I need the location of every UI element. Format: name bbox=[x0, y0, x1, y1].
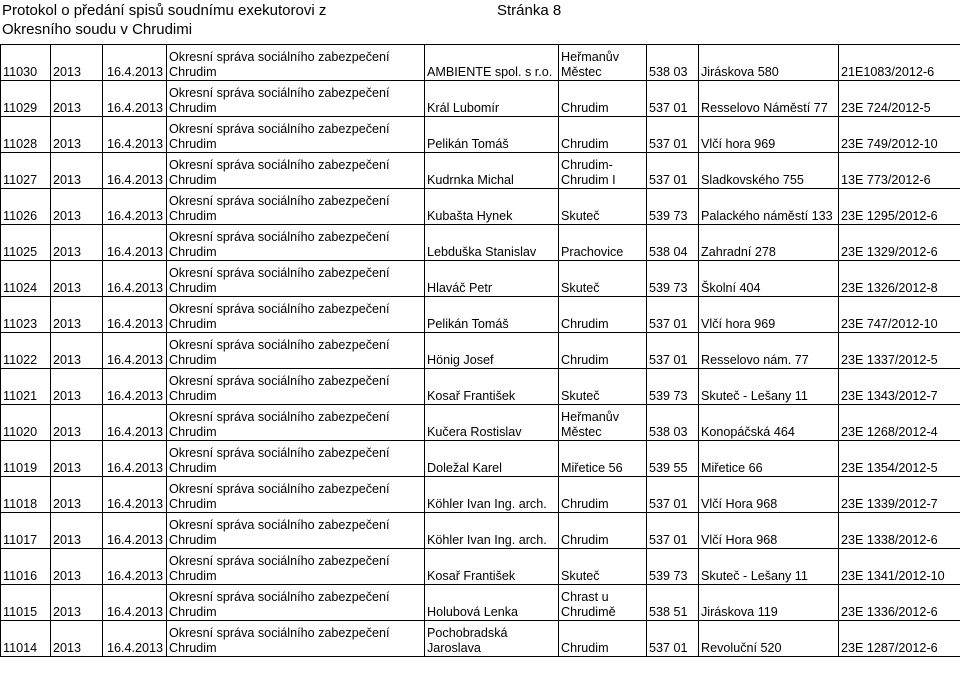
street-address: Skuteč - Lešany 11 bbox=[699, 369, 839, 405]
postal-code: 537 01 bbox=[647, 513, 699, 549]
record-number: 11027 bbox=[1, 153, 51, 189]
record-year: 2013 bbox=[51, 585, 103, 621]
debtor-city: Prachovice bbox=[559, 225, 647, 261]
record-date: 16.4.2013 bbox=[103, 369, 167, 405]
record-date: 16.4.2013 bbox=[103, 81, 167, 117]
record-date: 16.4.2013 bbox=[103, 405, 167, 441]
creditor: Okresní správa sociálního zabezpečení Chrudim bbox=[167, 81, 425, 117]
record-year: 2013 bbox=[51, 513, 103, 549]
record-number: 11015 bbox=[1, 585, 51, 621]
record-number: 11017 bbox=[1, 513, 51, 549]
postal-code: 537 01 bbox=[647, 477, 699, 513]
debtor-city: Chrudim bbox=[559, 477, 647, 513]
postal-code: 537 01 bbox=[647, 117, 699, 153]
debtor-name: Hönig Josef bbox=[425, 333, 559, 369]
street-address: Jiráskova 580 bbox=[699, 45, 839, 81]
case-number: 23E 1295/2012-6 bbox=[839, 189, 960, 225]
record-date: 16.4.2013 bbox=[103, 513, 167, 549]
record-date: 16.4.2013 bbox=[103, 117, 167, 153]
debtor-name: Holubová Lenka bbox=[425, 585, 559, 621]
creditor: Okresní správa sociálního zabezpečení Chrudim bbox=[167, 189, 425, 225]
street-address: Miřetice 66 bbox=[699, 441, 839, 477]
record-date: 16.4.2013 bbox=[103, 549, 167, 585]
creditor: Okresní správa sociálního zabezpečení Chrudim bbox=[167, 513, 425, 549]
case-number: 13E 773/2012-6 bbox=[839, 153, 960, 189]
document-title-line1: Protokol o předání spisů soudnímu exekutorovi z bbox=[2, 2, 327, 19]
record-date: 16.4.2013 bbox=[103, 585, 167, 621]
record-year: 2013 bbox=[51, 45, 103, 81]
creditor: Okresní správa sociálního zabezpečení Chrudim bbox=[167, 153, 425, 189]
page-header bbox=[0, 0, 960, 44]
street-address: Palackého náměstí 133 bbox=[699, 189, 839, 225]
debtor-city: Skuteč bbox=[559, 549, 647, 585]
record-number: 11024 bbox=[1, 261, 51, 297]
record-year: 2013 bbox=[51, 333, 103, 369]
page-number: Stránka 8 bbox=[497, 2, 562, 19]
street-address: Zahradní 278 bbox=[699, 225, 839, 261]
record-year: 2013 bbox=[51, 189, 103, 225]
record-date: 16.4.2013 bbox=[103, 477, 167, 513]
record-number: 11025 bbox=[1, 225, 51, 261]
creditor: Okresní správa sociálního zabezpečení Chrudim bbox=[167, 477, 425, 513]
debtor-city: Heřmanův Městec bbox=[559, 405, 647, 441]
postal-code: 537 01 bbox=[647, 621, 699, 657]
creditor: Okresní správa sociálního zabezpečení Chrudim bbox=[167, 45, 425, 81]
debtor-name: Kučera Rostislav bbox=[425, 405, 559, 441]
record-number: 11026 bbox=[1, 189, 51, 225]
debtor-name: Hlaváč Petr bbox=[425, 261, 559, 297]
creditor: Okresní správa sociálního zabezpečení Chrudim bbox=[167, 333, 425, 369]
record-year: 2013 bbox=[51, 81, 103, 117]
case-number: 23E 1341/2012-10 bbox=[839, 549, 960, 585]
debtor-city: Chrudim bbox=[559, 117, 647, 153]
debtor-city: Chrudim bbox=[559, 297, 647, 333]
document-title-line2: Okresního soudu v Chrudimi bbox=[2, 21, 193, 38]
record-date: 16.4.2013 bbox=[103, 45, 167, 81]
debtor-name: Pelikán Tomáš bbox=[425, 297, 559, 333]
debtor-city: Chrudim-Chrudim I bbox=[559, 153, 647, 189]
record-date: 16.4.2013 bbox=[103, 333, 167, 369]
debtor-name: Kubašta Hynek bbox=[425, 189, 559, 225]
record-number: 11021 bbox=[1, 369, 51, 405]
debtor-city: Skuteč bbox=[559, 189, 647, 225]
creditor: Okresní správa sociálního zabezpečení Chrudim bbox=[167, 441, 425, 477]
table-row bbox=[1, 117, 960, 153]
record-number: 11029 bbox=[1, 81, 51, 117]
street-address: Vlčí hora 969 bbox=[699, 117, 839, 153]
street-address: Konopáčská 464 bbox=[699, 405, 839, 441]
case-number: 23E 1329/2012-6 bbox=[839, 225, 960, 261]
creditor: Okresní správa sociálního zabezpečení Chrudim bbox=[167, 585, 425, 621]
debtor-name: Kosař František bbox=[425, 369, 559, 405]
street-address: Resselovo nám. 77 bbox=[699, 333, 839, 369]
creditor: Okresní správa sociálního zabezpečení Chrudim bbox=[167, 549, 425, 585]
record-number: 11018 bbox=[1, 477, 51, 513]
street-address: Sladkovského 755 bbox=[699, 153, 839, 189]
debtor-city: Chrudim bbox=[559, 81, 647, 117]
record-number: 11028 bbox=[1, 117, 51, 153]
case-number: 23E 1343/2012-7 bbox=[839, 369, 960, 405]
record-number: 11014 bbox=[1, 621, 51, 657]
case-number: 23E 1354/2012-5 bbox=[839, 441, 960, 477]
table-row bbox=[1, 621, 960, 657]
record-year: 2013 bbox=[51, 621, 103, 657]
record-number: 11023 bbox=[1, 297, 51, 333]
postal-code: 538 03 bbox=[647, 45, 699, 81]
table-body bbox=[1, 45, 960, 657]
debtor-city: Chrast u Chrudimě bbox=[559, 585, 647, 621]
record-number: 11022 bbox=[1, 333, 51, 369]
record-date: 16.4.2013 bbox=[103, 297, 167, 333]
table-row bbox=[1, 333, 960, 369]
record-date: 16.4.2013 bbox=[103, 225, 167, 261]
debtor-name: Köhler Ivan Ing. arch. bbox=[425, 477, 559, 513]
postal-code: 537 01 bbox=[647, 297, 699, 333]
table-row bbox=[1, 153, 960, 189]
record-year: 2013 bbox=[51, 369, 103, 405]
record-year: 2013 bbox=[51, 117, 103, 153]
table-row bbox=[1, 405, 960, 441]
record-year: 2013 bbox=[51, 477, 103, 513]
street-address: Skuteč - Lešany 11 bbox=[699, 549, 839, 585]
table-row bbox=[1, 225, 960, 261]
creditor: Okresní správa sociálního zabezpečení Chrudim bbox=[167, 225, 425, 261]
debtor-city: Chrudim bbox=[559, 513, 647, 549]
table-row bbox=[1, 549, 960, 585]
record-year: 2013 bbox=[51, 405, 103, 441]
case-number: 23E 724/2012-5 bbox=[839, 81, 960, 117]
street-address: Resselovo Náměstí 77 bbox=[699, 81, 839, 117]
debtor-name: Lebduška Stanislav bbox=[425, 225, 559, 261]
postal-code: 538 51 bbox=[647, 585, 699, 621]
postal-code: 539 73 bbox=[647, 261, 699, 297]
debtor-name: Král Lubomír bbox=[425, 81, 559, 117]
table-row bbox=[1, 261, 960, 297]
record-number: 11030 bbox=[1, 45, 51, 81]
record-year: 2013 bbox=[51, 153, 103, 189]
debtor-name: Kudrnka Michal bbox=[425, 153, 559, 189]
creditor: Okresní správa sociálního zabezpečení Chrudim bbox=[167, 117, 425, 153]
record-date: 16.4.2013 bbox=[103, 189, 167, 225]
postal-code: 537 01 bbox=[647, 81, 699, 117]
case-number: 23E 749/2012-10 bbox=[839, 117, 960, 153]
record-year: 2013 bbox=[51, 297, 103, 333]
street-address: Vlčí Hora 968 bbox=[699, 513, 839, 549]
postal-code: 538 03 bbox=[647, 405, 699, 441]
street-address: Vlčí hora 969 bbox=[699, 297, 839, 333]
street-address: Vlčí Hora 968 bbox=[699, 477, 839, 513]
case-number: 23E 1337/2012-5 bbox=[839, 333, 960, 369]
case-number: 23E 1339/2012-7 bbox=[839, 477, 960, 513]
record-year: 2013 bbox=[51, 261, 103, 297]
record-number: 11020 bbox=[1, 405, 51, 441]
record-year: 2013 bbox=[51, 225, 103, 261]
table-row bbox=[1, 585, 960, 621]
record-year: 2013 bbox=[51, 441, 103, 477]
debtor-city: Skuteč bbox=[559, 369, 647, 405]
debtor-name: Köhler Ivan Ing. arch. bbox=[425, 513, 559, 549]
case-number: 23E 747/2012-10 bbox=[839, 297, 960, 333]
case-number: 21E1083/2012-6 bbox=[839, 45, 960, 81]
debtor-name: AMBIENTE spol. s r.o. bbox=[425, 45, 559, 81]
debtor-name: Doležal Karel bbox=[425, 441, 559, 477]
creditor: Okresní správa sociálního zabezpečení Chrudim bbox=[167, 405, 425, 441]
table-row bbox=[1, 513, 960, 549]
case-number: 23E 1287/2012-6 bbox=[839, 621, 960, 657]
postal-code: 539 73 bbox=[647, 189, 699, 225]
postal-code: 539 55 bbox=[647, 441, 699, 477]
record-number: 11019 bbox=[1, 441, 51, 477]
case-number: 23E 1338/2012-6 bbox=[839, 513, 960, 549]
postal-code: 537 01 bbox=[647, 333, 699, 369]
debtor-name: Kosař František bbox=[425, 549, 559, 585]
document-title bbox=[2, 1, 326, 39]
creditor: Okresní správa sociálního zabezpečení Chrudim bbox=[167, 369, 425, 405]
creditor: Okresní správa sociálního zabezpečení Chrudim bbox=[167, 621, 425, 657]
debtor-city: Skuteč bbox=[559, 261, 647, 297]
debtor-city: Chrudim bbox=[559, 621, 647, 657]
debtor-city: Heřmanův Městec bbox=[559, 45, 647, 81]
record-date: 16.4.2013 bbox=[103, 153, 167, 189]
street-address: Revoluční 520 bbox=[699, 621, 839, 657]
case-number: 23E 1326/2012-8 bbox=[839, 261, 960, 297]
table-row bbox=[1, 45, 960, 81]
table-row bbox=[1, 477, 960, 513]
record-year: 2013 bbox=[51, 549, 103, 585]
table-row bbox=[1, 441, 960, 477]
postal-code: 539 73 bbox=[647, 549, 699, 585]
debtor-name: Pelikán Tomáš bbox=[425, 117, 559, 153]
record-date: 16.4.2013 bbox=[103, 261, 167, 297]
table-row bbox=[1, 81, 960, 117]
creditor: Okresní správa sociálního zabezpečení Chrudim bbox=[167, 261, 425, 297]
record-number: 11016 bbox=[1, 549, 51, 585]
postal-code: 537 01 bbox=[647, 153, 699, 189]
postal-code: 538 04 bbox=[647, 225, 699, 261]
creditor: Okresní správa sociálního zabezpečení Chrudim bbox=[167, 297, 425, 333]
table-row bbox=[1, 297, 960, 333]
table-row bbox=[1, 189, 960, 225]
debtor-name: Pochobradská Jaroslava bbox=[425, 621, 559, 657]
street-address: Jiráskova 119 bbox=[699, 585, 839, 621]
street-address: Školní 404 bbox=[699, 261, 839, 297]
case-number: 23E 1336/2012-6 bbox=[839, 585, 960, 621]
debtor-city: Chrudim bbox=[559, 333, 647, 369]
record-date: 16.4.2013 bbox=[103, 441, 167, 477]
record-date: 16.4.2013 bbox=[103, 621, 167, 657]
postal-code: 539 73 bbox=[647, 369, 699, 405]
case-number: 23E 1268/2012-4 bbox=[839, 405, 960, 441]
table-row bbox=[1, 369, 960, 405]
handover-table bbox=[0, 44, 960, 657]
debtor-city: Miřetice 56 bbox=[559, 441, 647, 477]
